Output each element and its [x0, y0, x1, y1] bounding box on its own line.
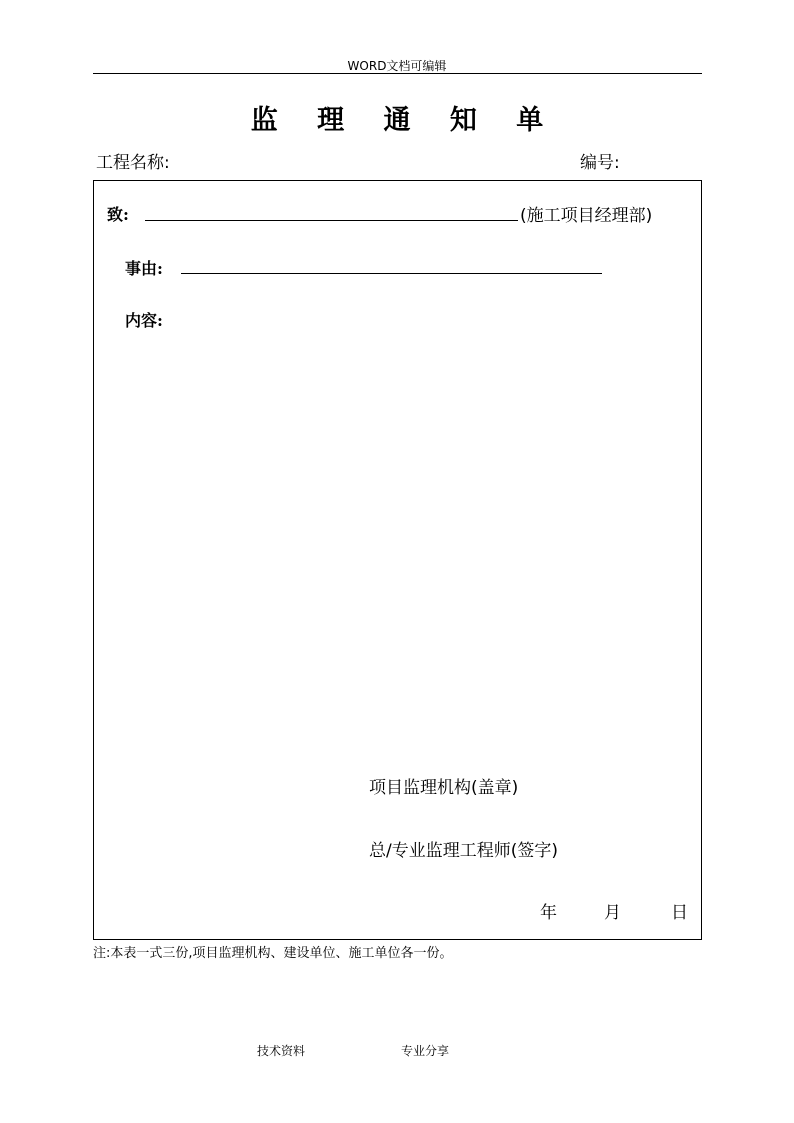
number-label: 编号:	[580, 153, 620, 173]
form-box	[93, 180, 702, 940]
date-year-label: 年	[540, 903, 557, 923]
reason-field-line[interactable]	[181, 273, 602, 274]
page-header-text: WORD文档可编辑	[347, 59, 447, 73]
footer-left-text: 技术资料	[257, 1044, 306, 1058]
date-month-label: 月	[604, 903, 621, 923]
header-divider	[93, 73, 702, 74]
project-name-label: 工程名称:	[96, 153, 170, 173]
reason-label: 事由:	[125, 259, 163, 278]
org-seal-label: 项目监理机构(盖章)	[369, 778, 519, 798]
document-title: 监 理 通 知 单	[250, 105, 559, 136]
engineer-signature-label: 总/专业监理工程师(签字)	[369, 841, 558, 861]
footnote: 注:本表一式三份,项目监理机构、建设单位、施工单位各一份。	[93, 946, 453, 961]
to-field-line[interactable]	[145, 220, 518, 221]
to-label: 致:	[107, 205, 129, 224]
content-label: 内容:	[125, 311, 163, 330]
to-suffix: (施工项目经理部)	[520, 206, 653, 226]
footer-right-text: 专业分享	[401, 1044, 450, 1058]
date-day-label: 日	[671, 903, 688, 923]
